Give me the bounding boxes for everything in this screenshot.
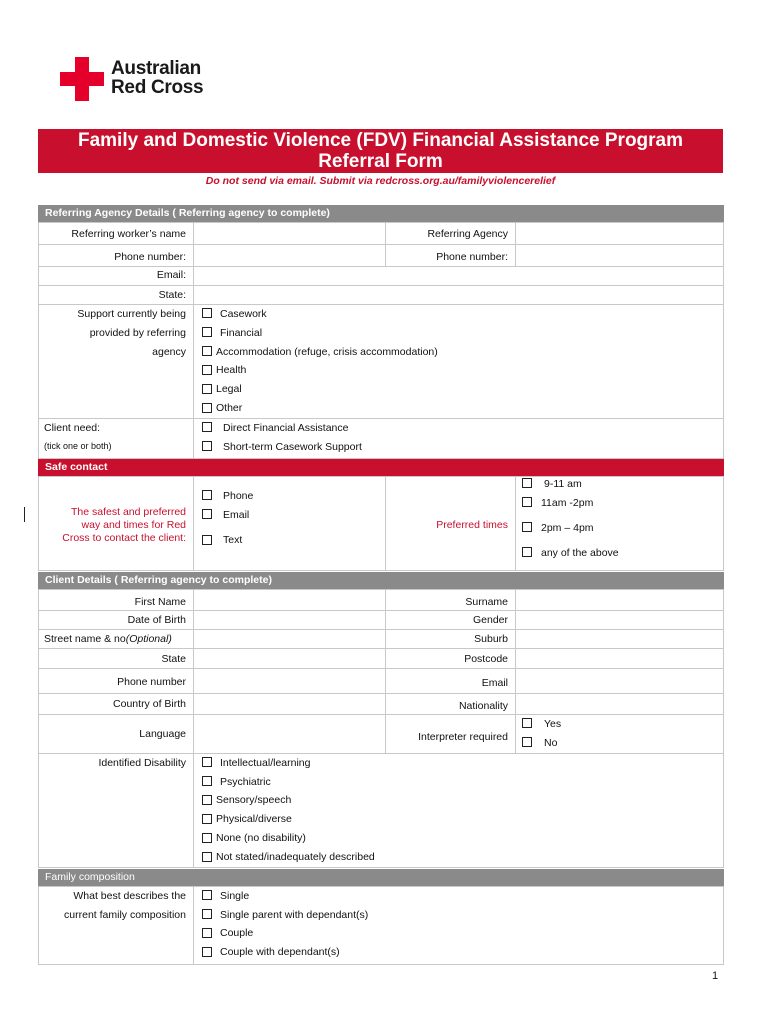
checkbox-interpreter-yes[interactable] bbox=[522, 718, 532, 728]
language-field[interactable] bbox=[194, 715, 384, 753]
worker-name-label: Referring worker’s name bbox=[71, 228, 186, 240]
option-accommodation: Accommodation (refuge, crisis accommodation) bbox=[216, 346, 438, 358]
option-health: Health bbox=[216, 364, 247, 376]
surname-field[interactable] bbox=[516, 590, 722, 610]
nationality-field[interactable] bbox=[516, 694, 722, 714]
support-label-line1: Support currently being bbox=[77, 308, 186, 320]
method-text: Text bbox=[223, 534, 243, 546]
disability-intellectual: Intellectual/learning bbox=[220, 757, 311, 769]
checkbox-accommodation[interactable] bbox=[202, 346, 212, 356]
checkbox-11am-2pm[interactable] bbox=[522, 497, 532, 507]
email-label: Email: bbox=[156, 269, 186, 281]
checkbox-direct-financial[interactable] bbox=[202, 422, 212, 432]
disability-sensory: Sensory/speech bbox=[216, 794, 292, 806]
text-cursor bbox=[24, 507, 25, 522]
preferred-times-label: Preferred times bbox=[436, 519, 508, 531]
brand-name bbox=[111, 59, 203, 97]
suburb-label: Suburb bbox=[474, 633, 508, 645]
disability-psychiatric: Psychiatric bbox=[220, 776, 271, 788]
phone-field-right[interactable] bbox=[516, 245, 722, 266]
referring-agency-label: Referring Agency bbox=[427, 228, 508, 240]
dob-field[interactable] bbox=[194, 611, 384, 629]
nationality-label: Nationality bbox=[458, 700, 508, 712]
postcode-label: Postcode bbox=[464, 653, 508, 665]
time-9-11am: 9-11 am bbox=[544, 478, 582, 490]
surname-label: Surname bbox=[465, 596, 508, 608]
checkbox-health[interactable] bbox=[202, 365, 212, 375]
postcode-field[interactable] bbox=[516, 649, 722, 668]
disability-none: None (no disability) bbox=[216, 832, 306, 844]
safe-label-line1: The safest and preferred bbox=[71, 506, 186, 518]
safe-label-line2: way and times for Red bbox=[81, 519, 186, 531]
submission-note: Do not send via email. Submit via redcross.org.au/familyviolencerelief bbox=[205, 175, 556, 187]
checkbox-physical[interactable] bbox=[202, 814, 212, 824]
checkbox-single[interactable] bbox=[202, 890, 212, 900]
time-11am-2pm: 11am -2pm bbox=[541, 497, 594, 509]
page-number: 1 bbox=[712, 970, 719, 982]
suburb-field[interactable] bbox=[516, 630, 722, 648]
form-title-line1: Family and Domestic Violence (FDV) Financial Assistance Program bbox=[77, 130, 684, 151]
checkbox-not-stated[interactable] bbox=[202, 852, 212, 862]
checkbox-financial[interactable] bbox=[202, 327, 212, 337]
safe-contact-header: Safe contact bbox=[38, 459, 724, 476]
street-label-text: Street name & no bbox=[44, 633, 126, 645]
checkbox-none[interactable] bbox=[202, 833, 212, 843]
client-need-label: Client need: bbox=[44, 422, 101, 434]
disability-physical: Physical/diverse bbox=[216, 813, 292, 825]
interpreter-label: Interpreter required bbox=[418, 731, 508, 743]
family-question-line2: current family composition bbox=[64, 909, 186, 921]
checkbox-other[interactable] bbox=[202, 403, 212, 413]
checkbox-couple[interactable] bbox=[202, 928, 212, 938]
support-label-line2: provided by referring bbox=[89, 327, 186, 339]
gender-field[interactable] bbox=[516, 611, 722, 629]
checkbox-any-time[interactable] bbox=[522, 547, 532, 557]
checkbox-casework[interactable] bbox=[202, 308, 212, 318]
client-state-label: State bbox=[161, 653, 186, 665]
interpreter-yes: Yes bbox=[544, 718, 562, 730]
disability-not-stated: Not stated/inadequately described bbox=[216, 851, 375, 863]
first-name-label: First Name bbox=[134, 596, 186, 608]
language-label: Language bbox=[139, 728, 186, 740]
state-label: State: bbox=[158, 289, 186, 301]
family-composition-header: Family composition bbox=[38, 869, 724, 886]
email-field[interactable] bbox=[194, 267, 722, 285]
form-title bbox=[38, 129, 723, 173]
family-single: Single bbox=[220, 890, 250, 902]
client-phone-label: Phone number bbox=[117, 676, 186, 688]
disability-label: Identified Disability bbox=[98, 757, 186, 769]
method-phone: Phone bbox=[223, 490, 254, 502]
checkbox-psychiatric[interactable] bbox=[202, 776, 212, 786]
option-financial: Financial bbox=[220, 327, 263, 339]
cob-label: Country of Birth bbox=[113, 698, 186, 710]
checkbox-casework-support[interactable] bbox=[202, 441, 212, 451]
checkbox-email[interactable] bbox=[202, 509, 212, 519]
client-phone-field[interactable] bbox=[194, 669, 384, 693]
checkbox-2pm-4pm[interactable] bbox=[522, 522, 532, 532]
cob-field[interactable] bbox=[194, 694, 384, 714]
option-direct-financial: Direct Financial Assistance bbox=[223, 422, 349, 434]
checkbox-single-parent[interactable] bbox=[202, 909, 212, 919]
street-field[interactable] bbox=[194, 630, 384, 648]
checkbox-text[interactable] bbox=[202, 535, 212, 545]
client-email-field[interactable] bbox=[516, 669, 722, 693]
checkbox-interpreter-no[interactable] bbox=[522, 737, 532, 747]
family-couple: Couple bbox=[220, 927, 254, 939]
family-couple-dependants: Couple with dependant(s) bbox=[220, 946, 340, 958]
street-optional: (Optional) bbox=[125, 633, 172, 645]
state-field[interactable] bbox=[194, 286, 722, 304]
phone-label-right: Phone number: bbox=[436, 251, 508, 263]
option-legal: Legal bbox=[216, 383, 242, 395]
brand-name-line1: Australian bbox=[111, 58, 201, 79]
brand-name-line2: Red Cross bbox=[111, 77, 204, 98]
referring-agency-field[interactable] bbox=[516, 223, 722, 244]
family-single-parent: Single parent with dependant(s) bbox=[220, 909, 369, 921]
referring-agency-header: Referring Agency Details ( Referring agency to complete) bbox=[38, 205, 724, 222]
safe-label-line3: Cross to contact the client: bbox=[62, 532, 186, 544]
street-label bbox=[44, 633, 172, 645]
client-state-field[interactable] bbox=[194, 649, 384, 668]
client-details-header: Client Details ( Referring agency to complete) bbox=[38, 572, 724, 589]
time-2pm-4pm: 2pm – 4pm bbox=[541, 522, 594, 534]
form-title-line2: Referral Form bbox=[318, 151, 443, 172]
support-label-line3: agency bbox=[152, 346, 186, 358]
option-other: Other bbox=[216, 402, 243, 414]
option-casework: Casework bbox=[220, 308, 267, 320]
client-email-label: Email bbox=[481, 677, 508, 689]
method-email: Email bbox=[223, 509, 250, 521]
first-name-field[interactable] bbox=[194, 590, 384, 610]
checkbox-9-11am[interactable] bbox=[522, 478, 532, 488]
phone-field-left[interactable] bbox=[194, 245, 384, 266]
time-any: any of the above bbox=[541, 547, 619, 559]
phone-label-left: Phone number: bbox=[114, 251, 186, 263]
checkbox-couple-dependants[interactable] bbox=[202, 947, 212, 957]
interpreter-no: No bbox=[544, 737, 558, 749]
client-need-hint: (tick one or both) bbox=[44, 441, 112, 451]
family-question-line1: What best describes the bbox=[73, 890, 186, 902]
checkbox-intellectual[interactable] bbox=[202, 757, 212, 767]
worker-name-field[interactable] bbox=[194, 223, 384, 244]
red-cross-logo-icon bbox=[60, 57, 104, 101]
gender-label: Gender bbox=[472, 614, 508, 626]
dob-label: Date of Birth bbox=[127, 614, 186, 626]
option-casework-support: Short-term Casework Support bbox=[223, 441, 362, 453]
checkbox-sensory[interactable] bbox=[202, 795, 212, 805]
checkbox-phone[interactable] bbox=[202, 490, 212, 500]
checkbox-legal[interactable] bbox=[202, 384, 212, 394]
